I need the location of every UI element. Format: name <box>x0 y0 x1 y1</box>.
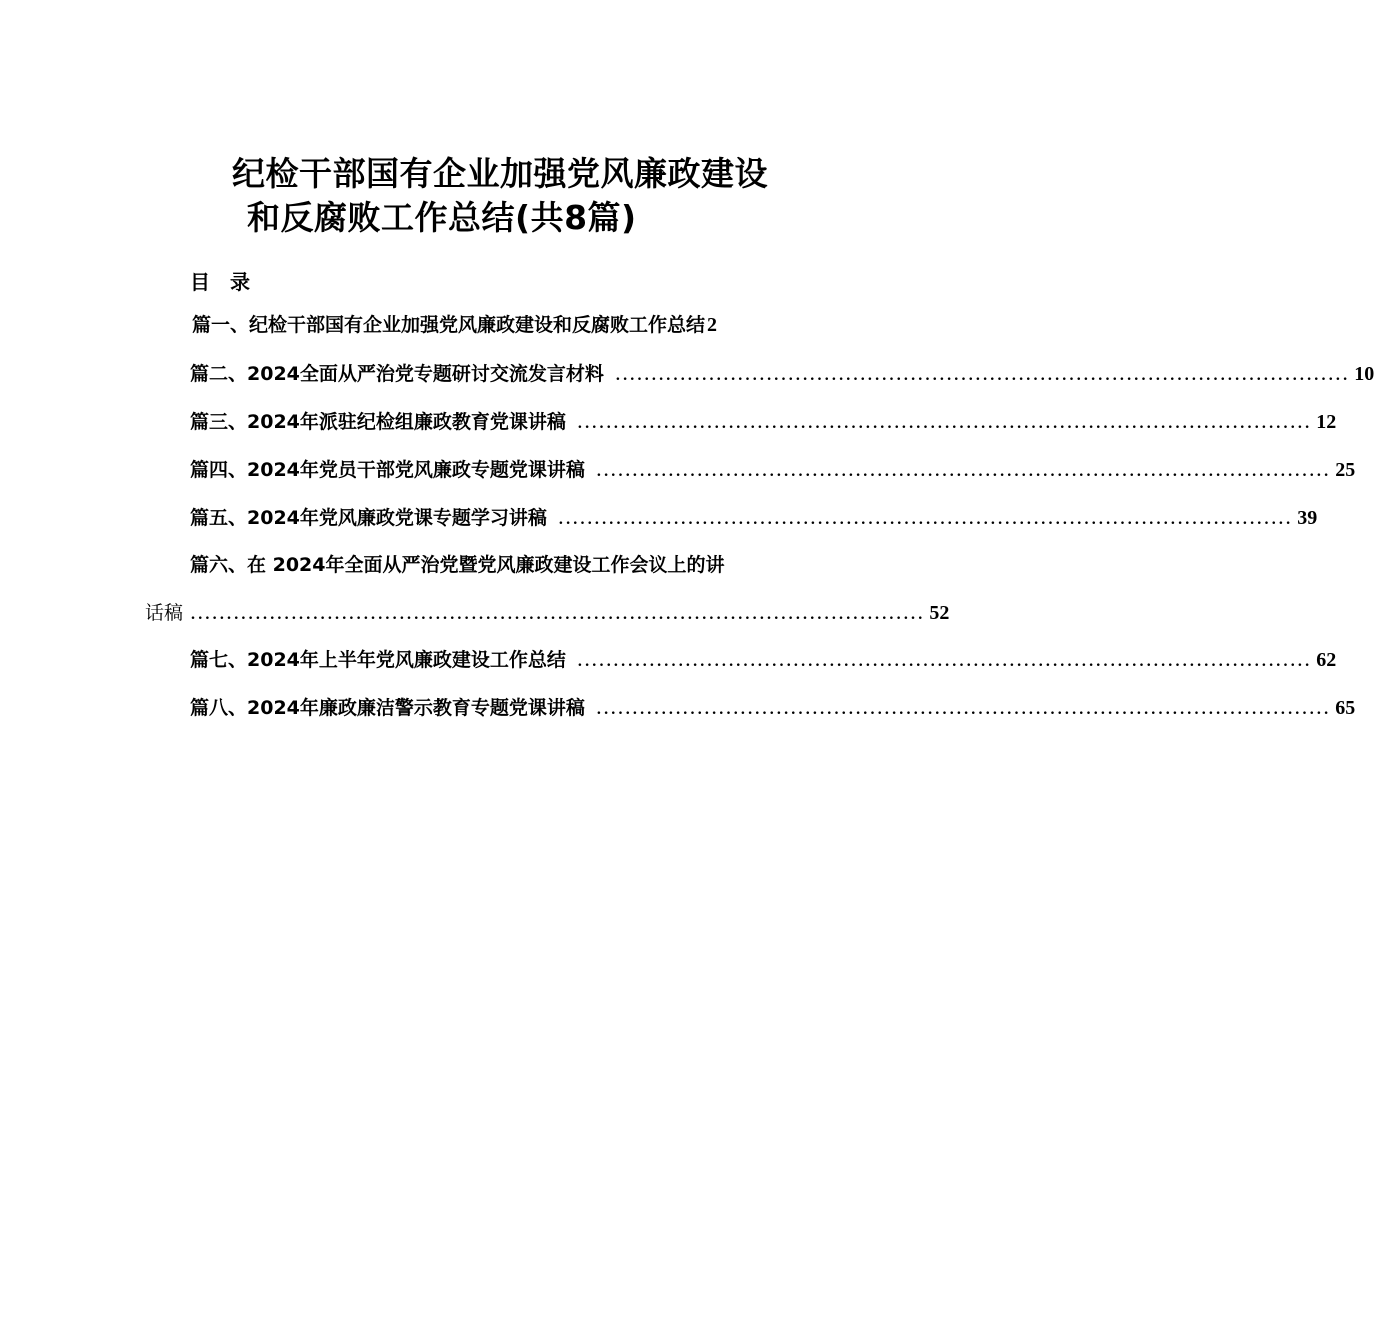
toc-entry-7[interactable] <box>190 645 1337 672</box>
toc-entry-page: 10 <box>1354 363 1374 385</box>
toc-entry-title: 篇二、2024全面从严治党专题研讨交流发言材料 <box>190 363 604 385</box>
dot-leader: ...................................................................................................... <box>191 606 926 623</box>
dot-leader: ...................................................................................................... <box>577 415 1313 432</box>
toc-entry-8[interactable] <box>190 693 1356 720</box>
toc-heading: 目 录 <box>190 270 250 294</box>
toc-entry-page: 62 <box>1316 649 1337 671</box>
toc-entry-page: 12 <box>1316 411 1337 433</box>
document-title-line-1: 纪检干部国有企业加强党风廉政建设 <box>232 154 768 193</box>
toc-entry-page: 2 <box>707 314 718 336</box>
toc-entry-3[interactable] <box>190 407 1337 434</box>
document-title-line-2: 和反腐败工作总结(共8篇) <box>247 198 637 237</box>
toc-entry-title: 篇七、2024年上半年党风廉政建设工作总结 <box>190 649 566 671</box>
toc-entry-title: 篇四、2024年党员干部党风廉政专题党课讲稿 <box>190 459 585 481</box>
dot-leader: ...................................................................................................... <box>596 463 1332 480</box>
toc-entry-page: 65 <box>1335 697 1356 719</box>
toc-entry-4[interactable] <box>190 455 1356 482</box>
toc-entry-2[interactable] <box>190 359 1374 386</box>
toc-entry-6-line-1[interactable]: 篇六、在 2024年全面从严治党暨党风廉政建设工作会议上的讲 <box>190 554 725 576</box>
toc-entry-page: 39 <box>1297 507 1318 529</box>
toc-entry-title-continued: 话稿 <box>145 602 184 624</box>
dot-leader: ...................................................................................................... <box>596 701 1332 718</box>
toc-entry-5[interactable] <box>190 503 1318 530</box>
toc-entry-title: 篇八、2024年廉政廉洁警示教育专题党课讲稿 <box>190 697 585 719</box>
toc-entry-page: 25 <box>1335 459 1356 481</box>
dot-leader: ...................................................................................................... <box>558 511 1294 528</box>
dot-leader: ...................................................................................................... <box>577 653 1313 670</box>
toc-entry-title: 篇一、纪检干部国有企业加强党风廉政建设和反腐败工作总结 <box>192 314 706 336</box>
toc-entry-1[interactable] <box>192 310 812 337</box>
dot-leader: ...................................................................................................... <box>615 367 1351 384</box>
toc-entry-title: 篇三、2024年派驻纪检组廉政教育党课讲稿 <box>190 411 566 433</box>
toc-entry-6-line-2[interactable] <box>145 598 950 625</box>
toc-entry-page: 52 <box>929 602 950 624</box>
toc-entry-title: 篇五、2024年党风廉政党课专题学习讲稿 <box>190 507 547 529</box>
